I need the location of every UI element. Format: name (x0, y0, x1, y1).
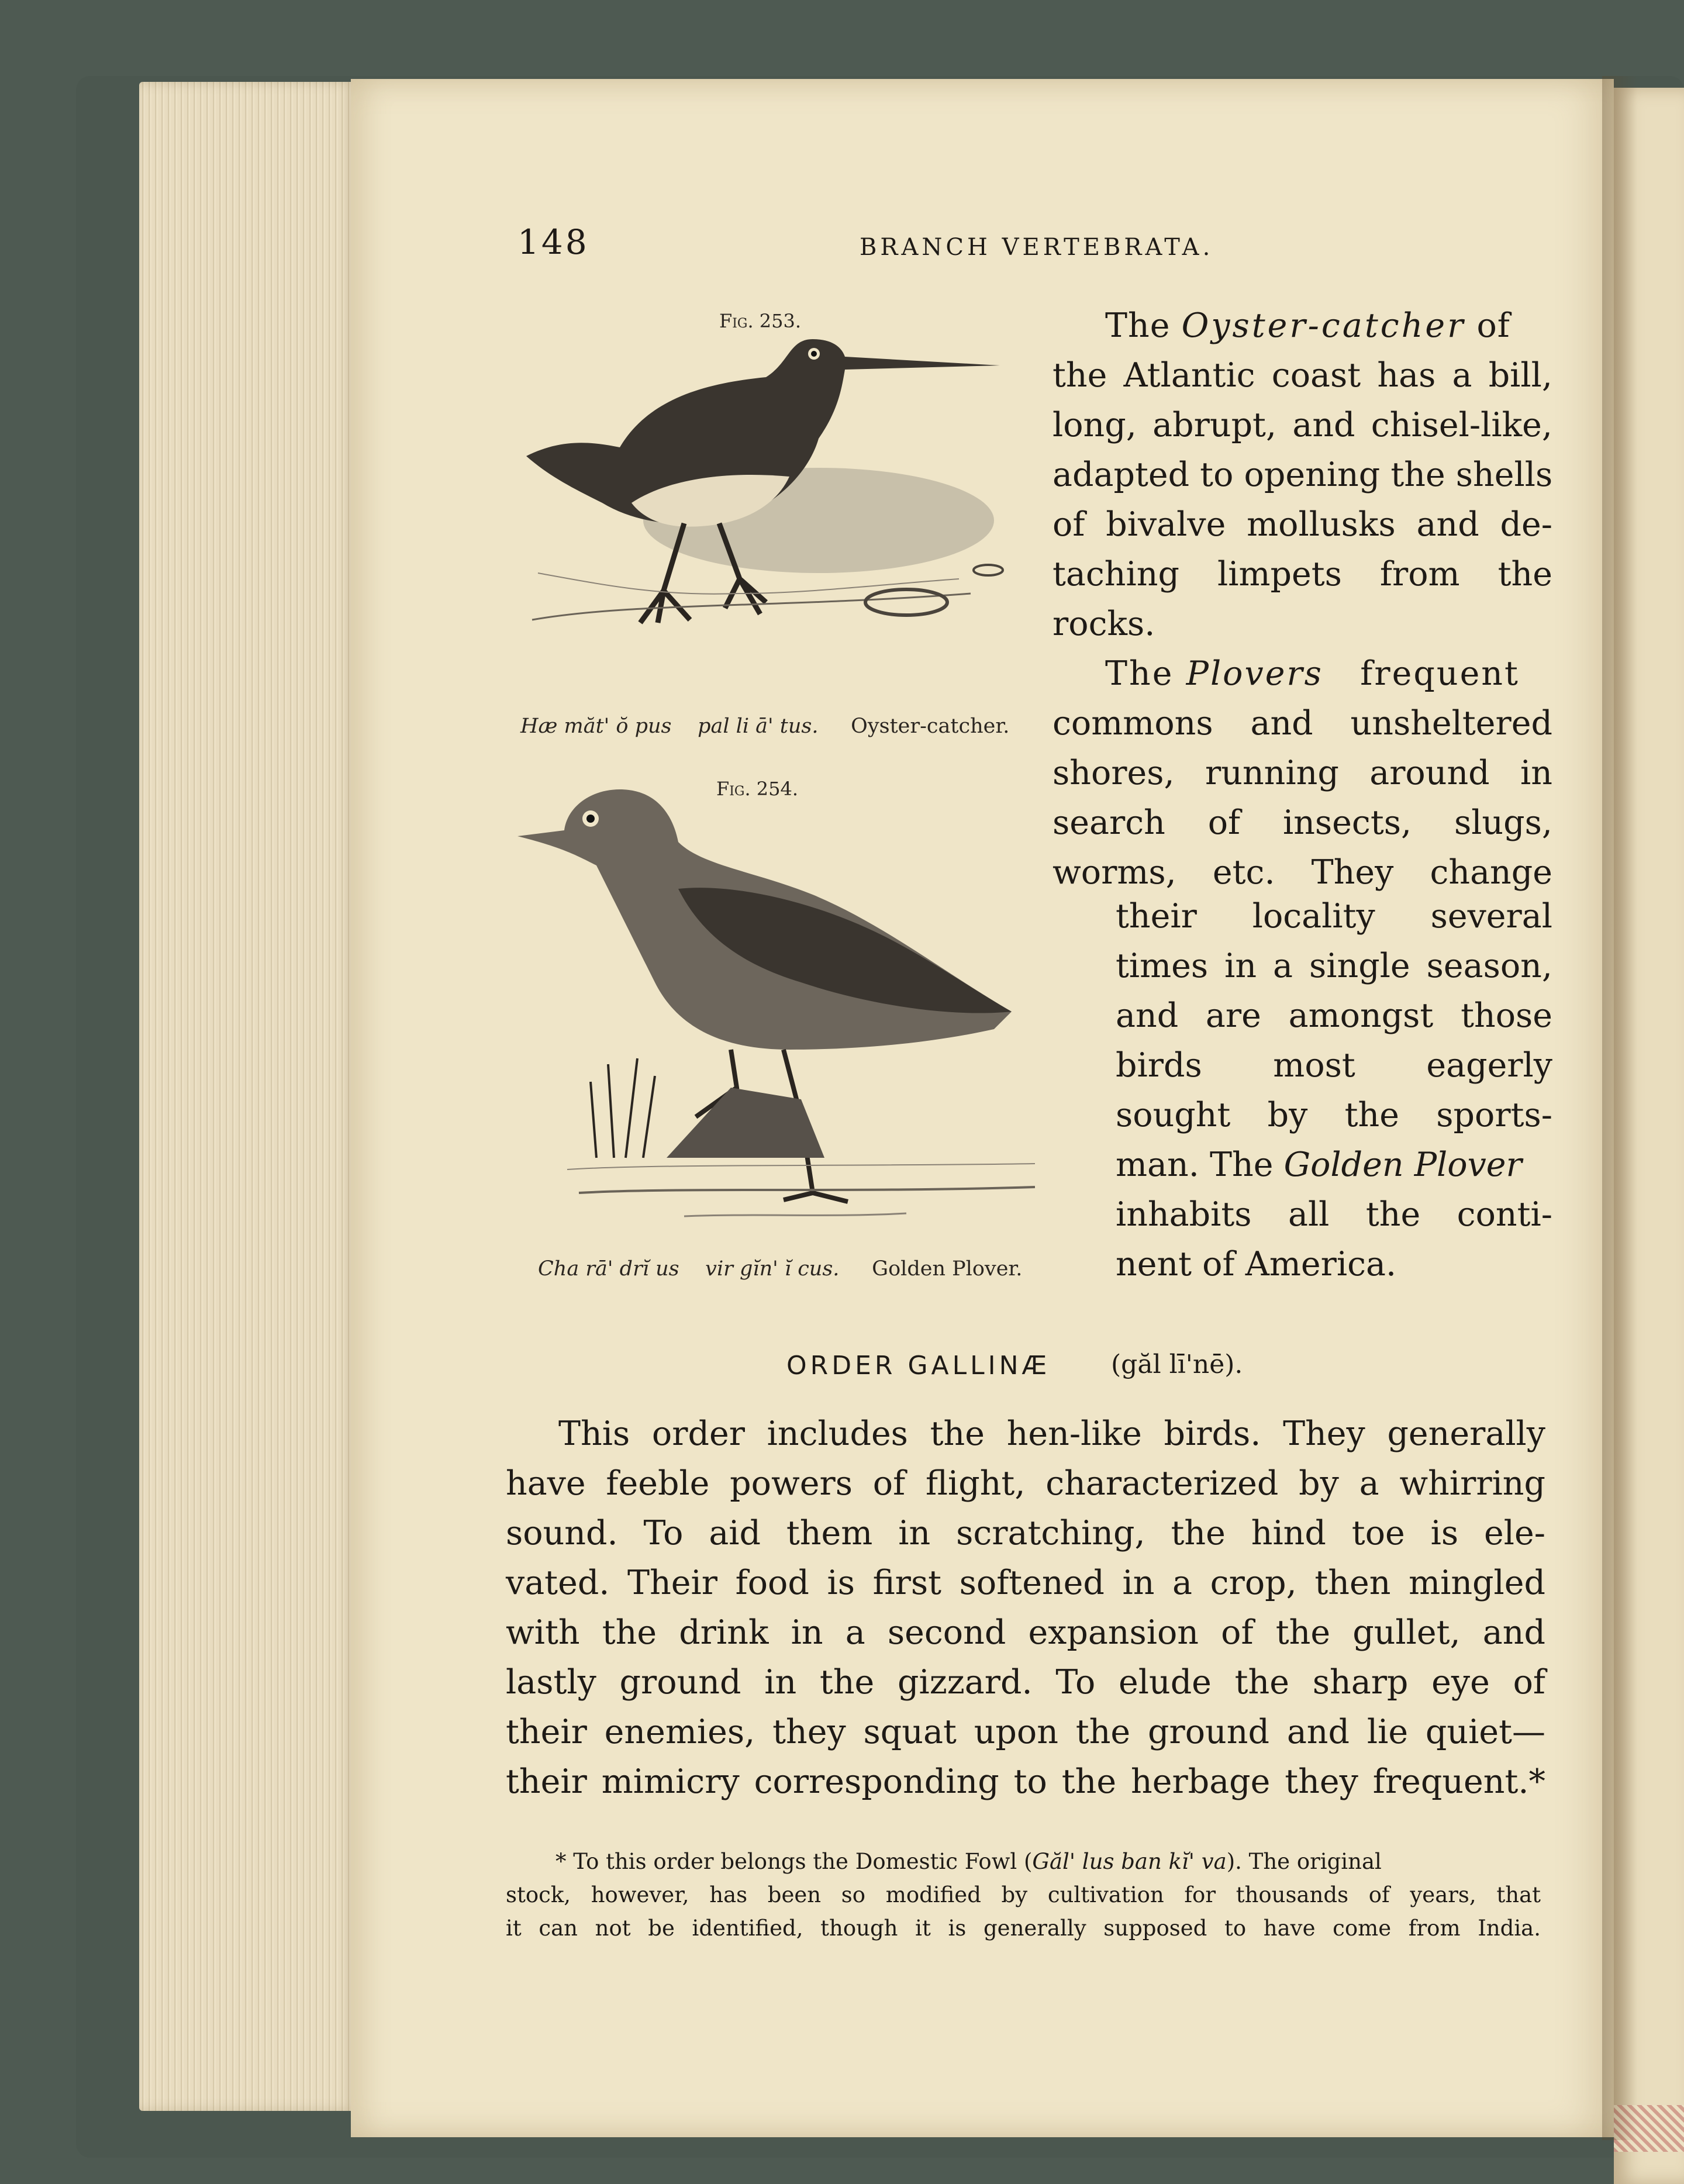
oyster-catcher-illustration (515, 327, 1006, 708)
text-line: have feeble powers of flight, characterized by a whirring (506, 1464, 1545, 1503)
order-paragraph (506, 1409, 1545, 1807)
text-line: * To this order belongs the Domestic Fowl (Găl' lus ban kĭ' va). The original (555, 1849, 1382, 1874)
page-stack-edge (139, 82, 356, 2111)
common-name: Golden Plover. (872, 1257, 1023, 1281)
page-number: 148 (517, 222, 589, 262)
scientific-name: Cha rā' drĭ us (538, 1257, 679, 1281)
text-line: and are amongst those (1116, 996, 1552, 1035)
text-line: their locality several (1116, 897, 1552, 936)
text-line: it can not be identified, though it is generally supposed to have come from India. (506, 1916, 1541, 1941)
text-line: sound. To aid them in scratching, the hind toe is ele- (506, 1514, 1545, 1552)
text-line: sought by the sports- (1116, 1096, 1552, 1134)
figure-label: Fig. 254. (716, 778, 799, 800)
text-line: inhabits all the conti- (1116, 1195, 1552, 1234)
text-line: their enemies, they squat upon the ground and lie quiet— (506, 1713, 1545, 1751)
footnote (506, 1845, 1541, 1945)
text-line: commons and unsheltered (1052, 704, 1552, 743)
text-line: the Atlantic coast has a bill, (1052, 356, 1552, 395)
scientific-name: Găl' lus ban kĭ' va (1032, 1849, 1227, 1874)
scientific-name: Hæ măt' ŏ pus (520, 715, 672, 738)
scientific-name: pal li ā' tus. (698, 715, 819, 738)
section-heading: ORDER GALLINÆ (786, 1351, 1051, 1381)
italic-term: Plovers (1186, 654, 1323, 693)
figure-caption (520, 715, 1009, 738)
text-line: times in a single season, (1116, 947, 1552, 985)
italic-term: Oyster-catcher (1181, 306, 1466, 345)
spine-shadow (1602, 76, 1637, 2140)
text-line: rocks. (1052, 605, 1155, 643)
text-line: of bivalve mollusks and de- (1052, 505, 1552, 544)
text-line: shores, running around in (1052, 754, 1552, 792)
text-line: lastly ground in the gizzard. To elude the sharp eye of (506, 1663, 1545, 1702)
text-line: search of insects, slugs, (1052, 803, 1552, 842)
text-line: birds most eagerly (1116, 1046, 1552, 1085)
text-line: nent of America. (1116, 1245, 1397, 1284)
text-line: with the drink in a second expansion of the gullet, and (506, 1613, 1545, 1652)
text-line: worms, etc. They change (1052, 853, 1552, 892)
scientific-name: vir gĭn' ĭ cus. (705, 1257, 840, 1281)
text-line: man. The Golden Plover (1116, 1146, 1522, 1184)
side-paragraphs-narrow (1116, 892, 1552, 1289)
figure-caption (538, 1257, 1022, 1281)
text-line: vated. Their food is first softened in a crop, then mingled (506, 1564, 1545, 1602)
italic-term: Golden Plover (1283, 1146, 1522, 1184)
text-line: taching limpets from the (1052, 555, 1552, 594)
text-line: This order includes the hen-like birds. They generally (558, 1414, 1545, 1453)
side-paragraphs (1052, 301, 1552, 898)
text-line: The Oyster-catcher of (1105, 306, 1510, 345)
golden-plover-illustration (509, 784, 1082, 1251)
running-head: BRANCH VERTEBRATA. (860, 234, 1214, 261)
common-name: Oyster-catcher. (851, 715, 1010, 738)
pronunciation: (găl lī'nē). (1111, 1350, 1243, 1379)
text-line: their mimicry corresponding to the herbage they frequent.* (506, 1762, 1545, 1801)
figure-label: Fig. 253. (719, 310, 802, 332)
text-line: adapted to opening the shells (1052, 456, 1553, 494)
text-line: stock, however, has been so modified by cultivation for thousands of years, that (506, 1882, 1541, 1907)
text-line: long, abrupt, and chisel-like, (1052, 406, 1552, 444)
text-line: The Plovers frequent (1105, 654, 1520, 693)
